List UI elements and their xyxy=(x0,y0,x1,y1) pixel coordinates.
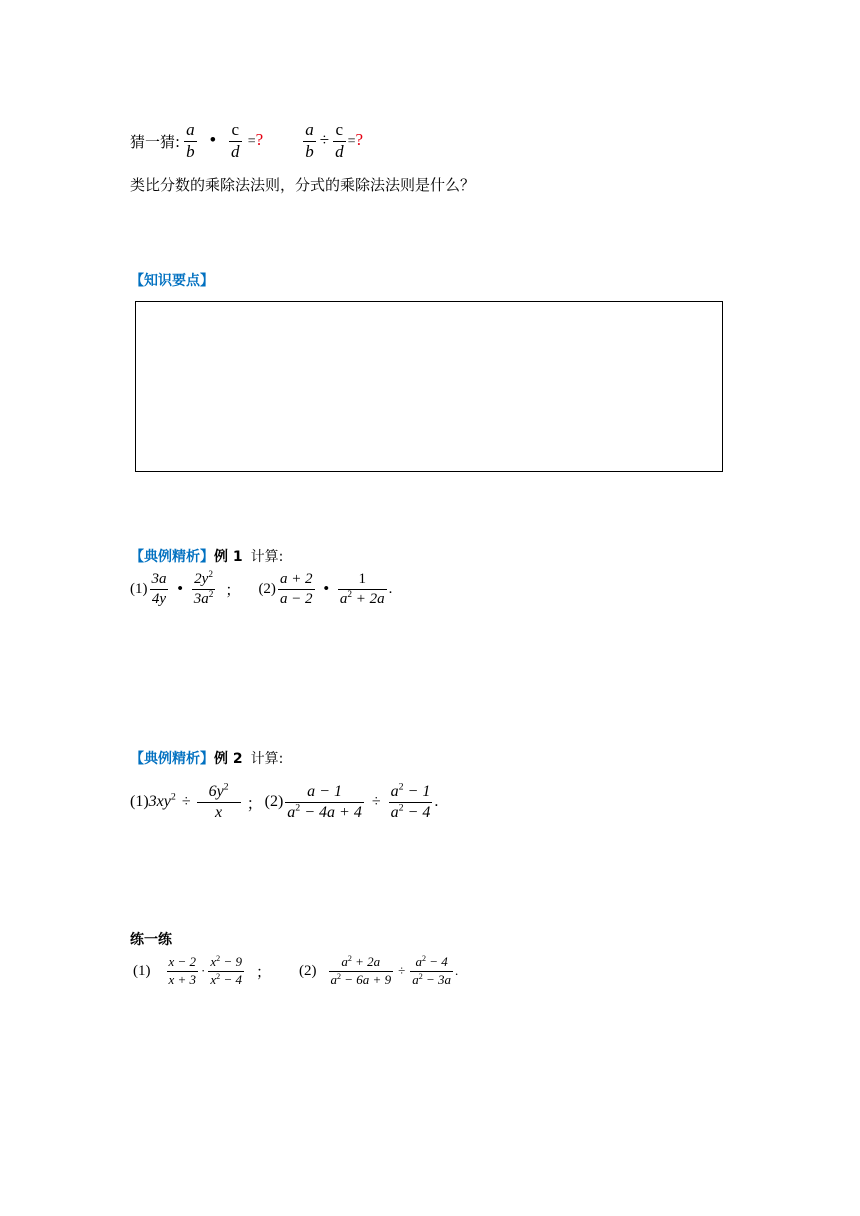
fraction-a-over-b: $\frac{a}{b}$ xyxy=(305,119,314,161)
divide-sign: ÷ xyxy=(319,129,330,149)
practice-heading: 练一练 xyxy=(130,932,172,948)
example1-problems xyxy=(130,565,392,613)
fraction-3a-over-4y: $\frac{3a}{4y}$ xyxy=(151,571,167,607)
separator: ； xyxy=(246,795,263,813)
fraction-a2-minus-1-over-a2-minus-4: $\frac{a^2 - 1}{a^2 - 4}$ xyxy=(390,781,431,821)
guess-line xyxy=(130,118,363,164)
example2-heading xyxy=(130,748,283,768)
guess-expression-divide xyxy=(301,121,363,161)
knowledge-heading: 【知识要点】 xyxy=(130,273,214,289)
guess-expression-multiply xyxy=(182,121,263,161)
multiply-dot: • xyxy=(209,129,216,149)
multiply-dot: · xyxy=(201,963,206,978)
multiply-dot: • xyxy=(177,580,183,597)
fraction-a2-minus-4-over-a2-minus-3a: $\frac{a^2 - 4}{a^2 - 3a}$ xyxy=(412,953,452,987)
fraction-c-over-d: $\frac{c}{d}$ xyxy=(335,119,344,161)
multiply-dot: • xyxy=(323,580,329,597)
divide-sign: ÷ xyxy=(181,793,191,810)
analogy-question: 类比分数的乘除法法则，分式的乘除法法则是什么？ xyxy=(130,176,476,194)
fraction-a-minus-1-over-a2-minus-4a-plus-4: $\frac{a - 1}{a^2 - 4a + 4}$ xyxy=(287,782,362,821)
fraction-2y2-over-3a2: $\frac{2y^2}{3a^2}$ xyxy=(193,569,214,607)
example-number: 例 2 xyxy=(214,751,243,767)
problem-label: (2) xyxy=(299,962,317,979)
example-prompt: 计算: xyxy=(250,549,284,565)
period: . xyxy=(455,963,459,978)
problem-label: (1) xyxy=(133,962,151,979)
equals-sign: = xyxy=(247,133,256,149)
fraction-1-over-a2-plus-2a: $\frac{1}{a^2 + 2a}$ xyxy=(339,571,385,607)
problem-label: (2) xyxy=(258,580,276,597)
divide-sign: ÷ xyxy=(398,963,406,978)
example1-heading xyxy=(130,546,283,566)
divide-sign: ÷ xyxy=(371,793,381,810)
question-mark: ? xyxy=(355,129,364,149)
problem-label: (1) xyxy=(130,580,148,597)
equals-sign: = xyxy=(347,133,356,149)
period: . xyxy=(434,793,439,810)
example2-problems xyxy=(130,777,438,827)
fraction-a2-plus-2a-over-a2-minus-6a-plus-9: $\frac{a^2 + 2a}{a^2 - 6a + 9}$ xyxy=(330,953,392,987)
practice-problems xyxy=(133,951,458,991)
fraction-x-minus-2-over-x-plus-3: $\frac{x - 2}{x + 3}$ xyxy=(168,954,197,987)
problem-label: (2) xyxy=(264,793,284,810)
question-mark: ? xyxy=(255,129,264,149)
knowledge-answer-box xyxy=(135,301,723,472)
fraction-a-plus-2-over-a-minus-2: $\frac{a + 2}{a - 2}$ xyxy=(279,571,313,607)
example-tag: 【典例精析】 xyxy=(130,549,214,565)
example-tag: 【典例精析】 xyxy=(130,751,214,767)
separator: ； xyxy=(255,964,271,981)
guess-label: 猜一猜: xyxy=(130,132,181,151)
fraction-6y2-over-x: $\frac{6y^2}{x}$ xyxy=(199,783,239,821)
period: . xyxy=(388,580,393,597)
problem-label: (1) xyxy=(130,793,149,810)
fraction-a-over-b: $\frac{a}{b}$ xyxy=(186,119,195,161)
fraction-x2-minus-9-over-x2-minus-4: $\frac{x^2 - 9}{x^2 - 4}$ xyxy=(210,953,242,987)
term-3xy2: $3xy^2$ xyxy=(148,791,176,810)
example-number: 例 1 xyxy=(214,549,243,565)
fraction-c-over-d: $\frac{c}{d}$ xyxy=(231,119,240,161)
separator: ； xyxy=(225,582,241,599)
example-prompt: 计算: xyxy=(250,751,284,767)
